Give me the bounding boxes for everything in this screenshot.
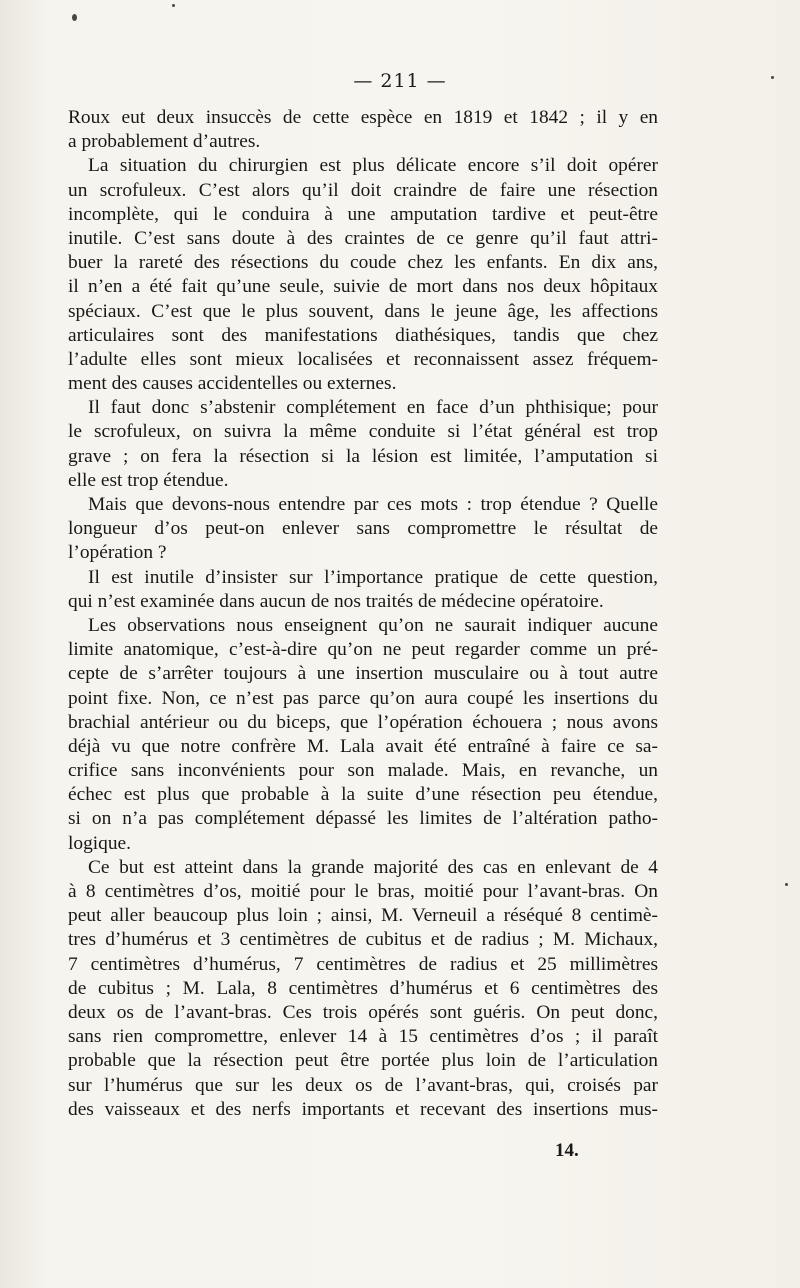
text-line: de cubitus ; M. Lala, 8 centimètres d’humérus et 6 centimètres des [68,977,658,999]
text-line: elle est trop étendue. [68,469,229,491]
text-line: buer la rareté des résections du coude chez les enfants. En dix ans, [68,252,658,274]
text-line: spéciaux. C’est que le plus souvent, dans le jeune âge, les affections [68,300,658,322]
text-line: logique. [68,832,132,854]
text-line: à 8 centimètres d’os, moitié pour le bras, moitié pour l’avant-bras. On [68,881,658,902]
signature-mark: 14. [555,1140,579,1161]
text-line: limite anatomique, c’est-à-dire qu’on ne peut regarder comme un pré- [68,639,658,661]
text-line: ment des causes accidentelles ou externes. [68,373,397,395]
text-line: sur l’humérus que sur les deux os de l’avant-bras, qui, croisés par [68,1074,658,1096]
text-line: échec est plus que probable à la suite d’une résection peu étendue, [68,784,658,806]
text-line: l’opération ? [68,542,167,564]
text-line: il n’en a été fait qu’une seule, suivie de mort dans nos deux hôpitaux [68,276,658,298]
text-line: inutile. C’est sans doute à des craintes de ce genre qu’il faut attri- [68,227,658,249]
ink-speck [172,4,175,7]
text-line: des vaisseaux et des nerfs importants et recevant des insertions mus- [68,1098,658,1120]
text-line: l’adulte elles sont mieux localisées et reconnaissent assez fréquem- [68,348,658,370]
text-line: Ce but est atteint dans la grande majorité des cas en enlevant de 4 [88,856,658,878]
text-line: peut aller beaucoup plus loin ; ainsi, M. Verneuil a réséqué 8 centimè- [68,905,658,927]
text-line: crifice sans inconvénients pour son malade. Mais, en revanche, un [68,760,658,782]
text-line: sans rien compromettre, enlever 14 à 15 centimètres d’os ; il paraît [68,1026,658,1048]
text-line: le scrofuleux, on suivra la même conduite si l’état général est trop [68,421,658,443]
text-line: point fixe. Non, ce n’est pas parce qu’on aura coupé les insertions du [68,687,658,709]
text-line: longueur d’os peut-on enlever sans compromettre le résultat de [68,518,658,540]
text-line: La situation du chirurgien est plus délicate encore s’il doit opérer [88,155,658,177]
text-line: grave ; on fera la résection si la lésion est limitée, l’amputation si [68,445,658,467]
text-line: un scrofuleux. C’est alors qu’il doit craindre de faire une résection [68,179,658,201]
text-line: Mais que devons-nous entendre par ces mots : trop étendue ? Quelle [88,494,658,515]
text-line: tres d’humérus et 3 centimètres de cubitus et de radius ; M. Michaux, [68,929,658,951]
text-line: 7 centimètres d’humérus, 7 centimètres de radius et 25 millimètres [68,953,658,975]
text-line: Il faut donc s’abstenir complétement en face d’un phthisique; pour [88,397,658,419]
text-line: articulaires sont des manifestations diathésiques, tandis que chez [68,324,658,346]
text-line: Il est inutile d’insister sur l’importance pratique de cette question, [88,566,658,588]
text-line: cepte de s’arrêter toujours à une insertion musculaire ou à tout autre [68,663,658,685]
ink-speck [785,883,788,886]
text-line: déjà vu que notre confrère M. Lala avait été entraîné à faire ce sa- [68,735,658,757]
body-text [68,106,658,1122]
text-line: Les observations nous enseignent qu’on ne saurait indiquer aucune [88,614,658,636]
text-line: incomplète, qui le conduira à une amputation tardive et peut-être [68,203,658,225]
text-line: qui n’est examinée dans aucun de nos traités de médecine opératoire. [68,590,604,612]
text-line: si on n’a pas complétement dépassé les limites de l’altération patho- [68,808,658,830]
text-line: a probablement d’autres. [68,131,261,153]
ink-speck [72,14,77,21]
text-line: probable que la résection peut être portée plus loin de l’articulation [68,1050,658,1072]
text-line: Roux eut deux insuccès de cette espèce en 1819 et 1842 ; il y en [68,107,658,128]
page-number: — 211 — [353,70,447,92]
text-line: deux os de l’avant-bras. Ces trois opérés sont guéris. On peut donc, [68,1001,658,1023]
text-line: brachial antérieur ou du biceps, que l’opération échouera ; nous avons [68,711,658,733]
